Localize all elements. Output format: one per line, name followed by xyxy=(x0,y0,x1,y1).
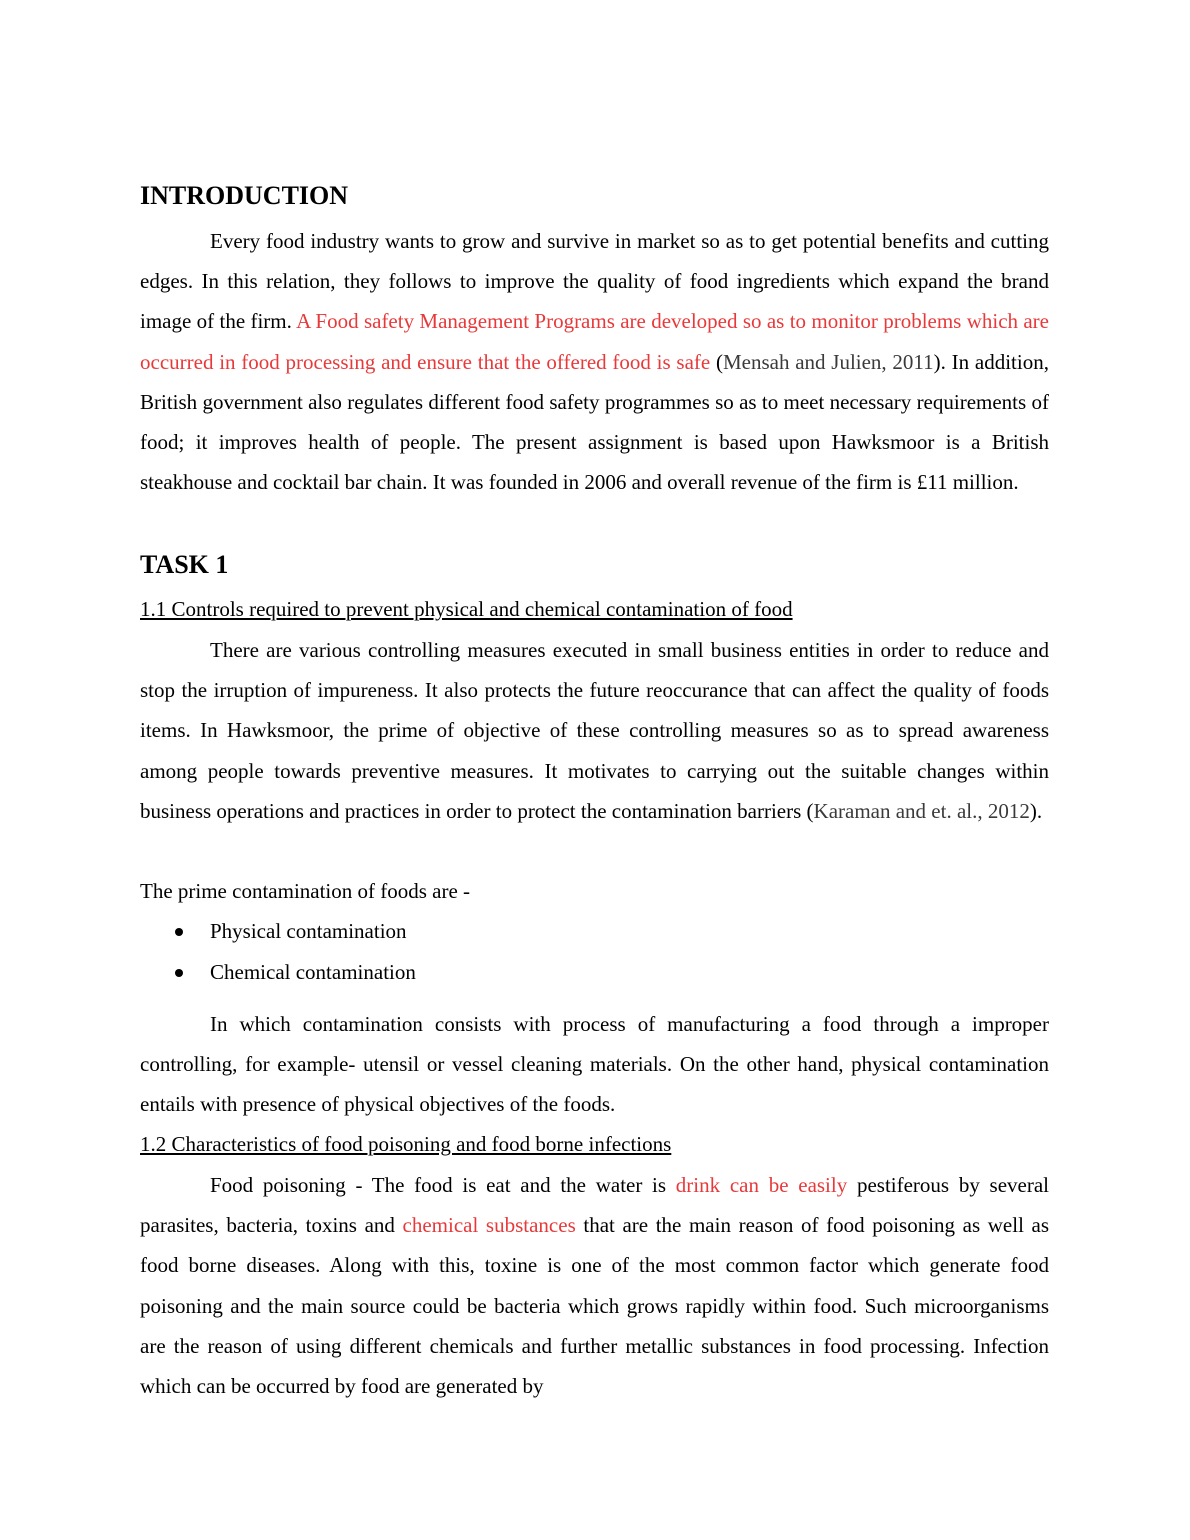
introduction-heading: INTRODUCTION xyxy=(140,181,349,210)
task1-heading: TASK 1 xyxy=(140,550,229,579)
list-item: Chemical contamination xyxy=(140,952,1049,993)
s11-citation: Karaman and et. al., 2012 xyxy=(813,798,1030,823)
bullet-icon xyxy=(175,928,183,936)
intro-citation: Mensah and Julien, 2011 xyxy=(722,349,934,374)
contamination-list xyxy=(140,911,1049,993)
s11-text-b: ). xyxy=(1029,798,1043,823)
section-1-2-paragraph xyxy=(140,1165,1049,1406)
contamination-lead: The prime contamination of foods are - xyxy=(140,879,471,903)
section-1-2-title: 1.2 Characteristics of food poisoning and food borne infections xyxy=(140,1132,672,1156)
section-1-1-paragraph-2: In which contamination consists with process of manufacturing a food through a improper controlling, for example- utensil or vessel cleaning materials. On the other hand, physical contamination entails with presence of physical objectives of the foods. xyxy=(140,1012,1049,1117)
intro-text-a: Every food industry wants to grow and survive in market so as to get potential benefits and cutting edges. In this relation, they follows to improve the quality of food ingredients which expand the brand image of the firm. xyxy=(140,229,1049,334)
intro-cite-open: ( xyxy=(710,349,723,374)
section-1-1-paragraph xyxy=(140,630,1049,831)
list-item: Physical contamination xyxy=(140,911,1049,952)
s12-text-a: Food poisoning - The food is eat and the water is xyxy=(210,1173,676,1197)
s12-highlight-red-1: drink can be easily xyxy=(675,1173,848,1197)
s11-text-a: There are various controlling measures executed in small business entities in order to reduce and stop the irruption of impureness. It also protects the future reoccurance that can affect the quality of foods items. In Hawksmoor, the prime of objective of these controlling measures so as to spread awareness among people towards preventive measures. It motivates to carrying out the suitable changes within business operations and practices in order to protect the contamination barriers ( xyxy=(140,638,1049,823)
s12-highlight-red-2: chemical substances xyxy=(402,1213,576,1238)
introduction-paragraph xyxy=(140,221,1049,502)
s12-text-b: pestiferous by several parasites, bacteria, toxins and xyxy=(140,1173,1049,1238)
intro-text-b: ). In addition, British government also regulates different food safety programmes so as to meet necessary requirements of food; it improves health of people. The present assignment is based upon Hawksmoor is a British steakhouse and cocktail bar chain. It was founded in 2006 and overall revenue of the firm is £11 million. xyxy=(140,349,1049,495)
s12-text-c: that are the main reason of food poisoning as well as food borne diseases. Along with this, toxine is one of the most common factor which generate food poisoning and the main source could be bacteria which grows rapidly within food. Such microorganisms are the reason of using different chemicals and further metallic substances in food processing. Infection which can be occurred by food are generated by xyxy=(140,1213,1050,1399)
section-1-1-title: 1.1 Controls required to prevent physical and chemical contamination of food xyxy=(140,597,793,621)
intro-highlight-red: A Food safety Management Programs are developed so as to monitor problems which are occurred in food processing and ensure that the offered food is safe xyxy=(140,309,1049,374)
bullet-icon xyxy=(175,969,183,977)
